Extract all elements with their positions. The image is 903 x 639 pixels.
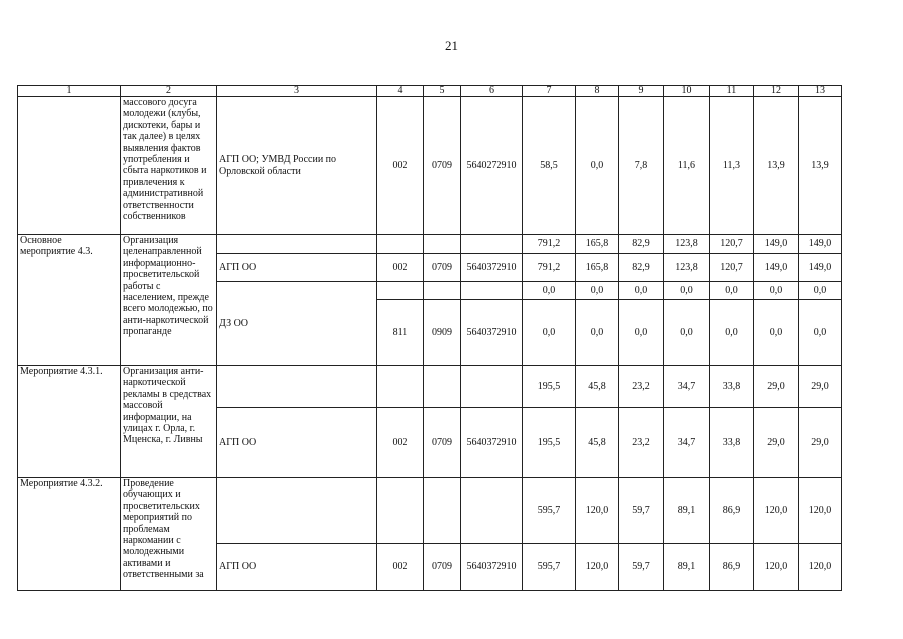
value-cell: 595,7 bbox=[523, 478, 576, 544]
value-cell: 149,0 bbox=[754, 235, 799, 254]
value-cell: 120,0 bbox=[799, 478, 842, 544]
value-cell: 120,0 bbox=[754, 544, 799, 591]
value-cell: 0,0 bbox=[799, 282, 842, 300]
table-cell bbox=[377, 235, 424, 254]
header-cell: 11 bbox=[710, 86, 754, 97]
table-cell bbox=[377, 478, 424, 544]
table-cell bbox=[461, 235, 523, 254]
value-cell: 002 bbox=[377, 544, 424, 591]
value-cell: 82,9 bbox=[619, 235, 664, 254]
table-row bbox=[18, 478, 842, 544]
value-cell: 165,8 bbox=[576, 254, 619, 282]
value-cell: 0,0 bbox=[710, 282, 754, 300]
value-cell: 120,0 bbox=[799, 544, 842, 591]
value-cell: 5640372910 bbox=[461, 300, 523, 366]
value-cell: 29,0 bbox=[754, 408, 799, 478]
value-cell: 0909 bbox=[424, 300, 461, 366]
executor-cell: АГП ОО bbox=[217, 544, 377, 591]
value-cell: 195,5 bbox=[523, 408, 576, 478]
value-cell: 5640372910 bbox=[461, 254, 523, 282]
value-cell: 0,0 bbox=[664, 282, 710, 300]
value-cell: 0,0 bbox=[523, 300, 576, 366]
value-cell: 13,9 bbox=[754, 97, 799, 235]
value-cell: 0,0 bbox=[619, 282, 664, 300]
value-cell: 58,5 bbox=[523, 97, 576, 235]
value-cell: 29,0 bbox=[754, 366, 799, 408]
value-cell: 0,0 bbox=[754, 300, 799, 366]
value-cell: 120,7 bbox=[710, 235, 754, 254]
value-cell: 0,0 bbox=[799, 300, 842, 366]
value-cell: 0,0 bbox=[664, 300, 710, 366]
activity-label: Основное мероприятие 4.3. bbox=[18, 235, 121, 366]
activity-label: Мероприятие 4.3.1. bbox=[18, 366, 121, 478]
table-cell bbox=[217, 235, 377, 254]
table-cell bbox=[424, 478, 461, 544]
value-cell: 595,7 bbox=[523, 544, 576, 591]
value-cell: 811 bbox=[377, 300, 424, 366]
executor-cell: ДЗ ОО bbox=[217, 282, 377, 366]
table-cell bbox=[424, 282, 461, 300]
header-cell: 10 bbox=[664, 86, 710, 97]
table-cell bbox=[424, 366, 461, 408]
table-cell bbox=[217, 478, 377, 544]
executor-cell: АГП ОО bbox=[217, 254, 377, 282]
value-cell: 7,8 bbox=[619, 97, 664, 235]
value-cell: 13,9 bbox=[799, 97, 842, 235]
value-cell: 59,7 bbox=[619, 478, 664, 544]
value-cell: 29,0 bbox=[799, 366, 842, 408]
value-cell: 002 bbox=[377, 254, 424, 282]
value-cell: 002 bbox=[377, 97, 424, 235]
measure-description: Проведение обучающих и просветительских мероприятий по проблемам наркомании с молодежными активами и ответственными за bbox=[121, 478, 217, 591]
header-cell: 8 bbox=[576, 86, 619, 97]
table-cell bbox=[377, 366, 424, 408]
value-cell: 0,0 bbox=[576, 282, 619, 300]
header-row bbox=[18, 86, 842, 97]
value-cell: 0,0 bbox=[576, 97, 619, 235]
value-cell: 123,8 bbox=[664, 235, 710, 254]
activity-label: Мероприятие 4.3.2. bbox=[18, 478, 121, 591]
value-cell: 120,0 bbox=[576, 478, 619, 544]
value-cell: 59,7 bbox=[619, 544, 664, 591]
value-cell: 82,9 bbox=[619, 254, 664, 282]
table-cell bbox=[424, 235, 461, 254]
value-cell: 0,0 bbox=[754, 282, 799, 300]
value-cell: 123,8 bbox=[664, 254, 710, 282]
value-cell: 5640372910 bbox=[461, 544, 523, 591]
table-cell bbox=[461, 366, 523, 408]
value-cell: 23,2 bbox=[619, 366, 664, 408]
value-cell: 0709 bbox=[424, 544, 461, 591]
value-cell: 791,2 bbox=[523, 254, 576, 282]
header-cell: 4 bbox=[377, 86, 424, 97]
value-cell: 149,0 bbox=[799, 254, 842, 282]
value-cell: 11,3 bbox=[710, 97, 754, 235]
table-row bbox=[18, 366, 842, 408]
value-cell: 29,0 bbox=[799, 408, 842, 478]
measure-description: Организация целенаправленной информационно-просветительской работы с населением, прежде всего молодежью, по анти-наркотической пропаганде bbox=[121, 235, 217, 366]
value-cell: 33,8 bbox=[710, 408, 754, 478]
value-cell: 0709 bbox=[424, 97, 461, 235]
value-cell: 0,0 bbox=[576, 300, 619, 366]
value-cell: 34,7 bbox=[664, 366, 710, 408]
value-cell: 0,0 bbox=[710, 300, 754, 366]
header-cell: 7 bbox=[523, 86, 576, 97]
header-cell: 9 bbox=[619, 86, 664, 97]
executor-cell: АГП ОО; УМВД России по Орловской области bbox=[217, 97, 377, 235]
table-row bbox=[18, 235, 842, 254]
value-cell: 86,9 bbox=[710, 544, 754, 591]
measure-description: массового досуга молодежи (клубы, дискотеки, бары и так далее) в целях выявления фактов употребления и сбыта наркотиков и привлечения к административной ответственности собственников bbox=[121, 97, 217, 235]
table-cell bbox=[18, 97, 121, 235]
value-cell: 45,8 bbox=[576, 366, 619, 408]
table-row bbox=[18, 97, 842, 235]
table-cell bbox=[461, 478, 523, 544]
value-cell: 165,8 bbox=[576, 235, 619, 254]
value-cell: 0,0 bbox=[523, 282, 576, 300]
header-cell: 3 bbox=[217, 86, 377, 97]
header-cell: 13 bbox=[799, 86, 842, 97]
header-cell: 12 bbox=[754, 86, 799, 97]
value-cell: 89,1 bbox=[664, 478, 710, 544]
measure-description: Организация анти-наркотической рекламы в средствах массовой информации, на улицах г. Орла, г. Мценска, г. Ливны bbox=[121, 366, 217, 478]
value-cell: 5640372910 bbox=[461, 408, 523, 478]
table-cell bbox=[217, 366, 377, 408]
header-cell: 5 bbox=[424, 86, 461, 97]
header-cell: 1 bbox=[18, 86, 121, 97]
value-cell: 45,8 bbox=[576, 408, 619, 478]
value-cell: 791,2 bbox=[523, 235, 576, 254]
table-cell bbox=[377, 282, 424, 300]
value-cell: 120,0 bbox=[754, 478, 799, 544]
value-cell: 120,0 bbox=[576, 544, 619, 591]
budget-table bbox=[17, 85, 842, 591]
value-cell: 33,8 bbox=[710, 366, 754, 408]
value-cell: 89,1 bbox=[664, 544, 710, 591]
page-number: 21 bbox=[445, 38, 458, 53]
value-cell: 0,0 bbox=[619, 300, 664, 366]
value-cell: 195,5 bbox=[523, 366, 576, 408]
value-cell: 0709 bbox=[424, 254, 461, 282]
value-cell: 002 bbox=[377, 408, 424, 478]
header-cell: 2 bbox=[121, 86, 217, 97]
header-cell: 6 bbox=[461, 86, 523, 97]
value-cell: 149,0 bbox=[754, 254, 799, 282]
value-cell: 34,7 bbox=[664, 408, 710, 478]
value-cell: 11,6 bbox=[664, 97, 710, 235]
value-cell: 86,9 bbox=[710, 478, 754, 544]
value-cell: 149,0 bbox=[799, 235, 842, 254]
value-cell: 120,7 bbox=[710, 254, 754, 282]
value-cell: 0709 bbox=[424, 408, 461, 478]
value-cell: 23,2 bbox=[619, 408, 664, 478]
executor-cell: АГП ОО bbox=[217, 408, 377, 478]
table-cell bbox=[461, 282, 523, 300]
value-cell: 5640272910 bbox=[461, 97, 523, 235]
